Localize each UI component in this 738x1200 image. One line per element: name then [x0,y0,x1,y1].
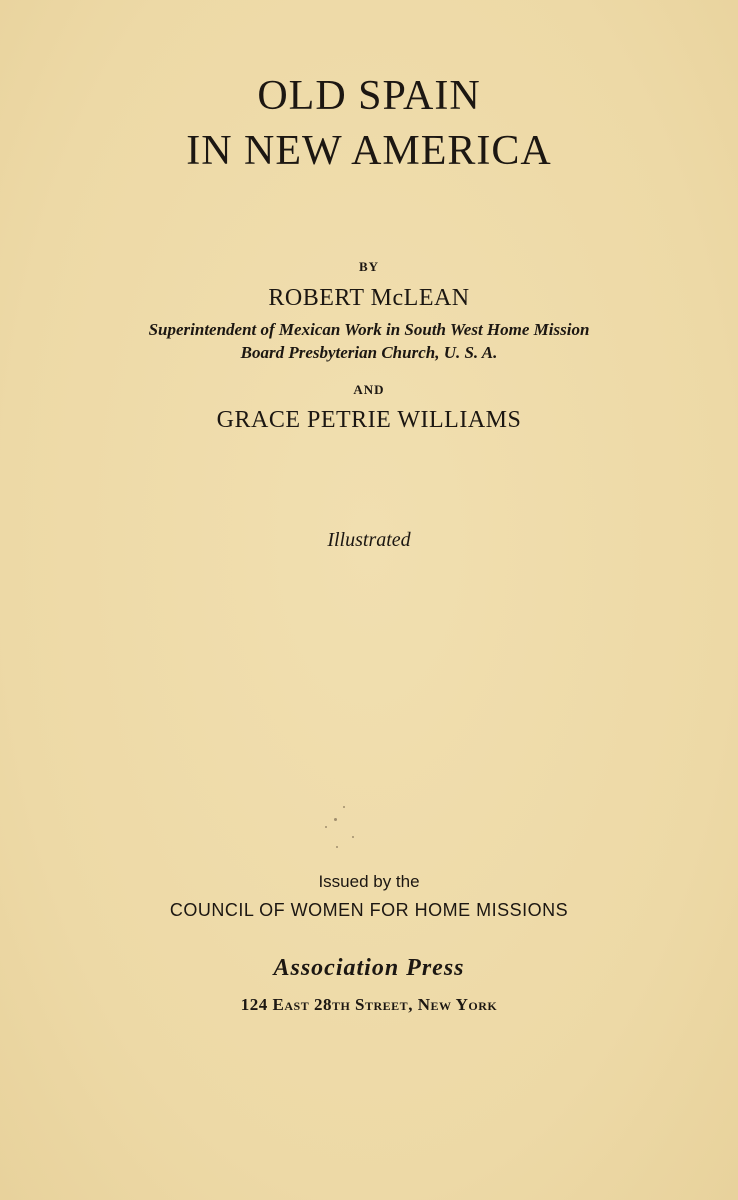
illustrated-label: Illustrated [327,529,411,551]
publisher-address: 124 East 28th Street, New York [240,995,498,1014]
author-affiliation-line-2: Board Presbyterian Church, U. S. A. [240,343,498,362]
issued-by-label: Issued by the [318,872,420,891]
book-title-line-1: OLD SPAIN [257,73,481,119]
author-affiliation-line-1: Superintendent of Mexican Work in South West Home Mission [148,320,590,339]
author-robert-mclean: ROBERT McLEAN [268,285,470,311]
and-label: AND [353,382,385,397]
author-grace-petrie-williams: GRACE PETRIE WILLIAMS [216,407,522,433]
by-label: BY [358,259,380,274]
council-name: COUNCIL OF WOMEN FOR HOME MISSIONS [169,900,569,920]
publisher-name: Association Press [273,955,465,981]
book-title-line-2: IN NEW AMERICA [186,128,552,174]
